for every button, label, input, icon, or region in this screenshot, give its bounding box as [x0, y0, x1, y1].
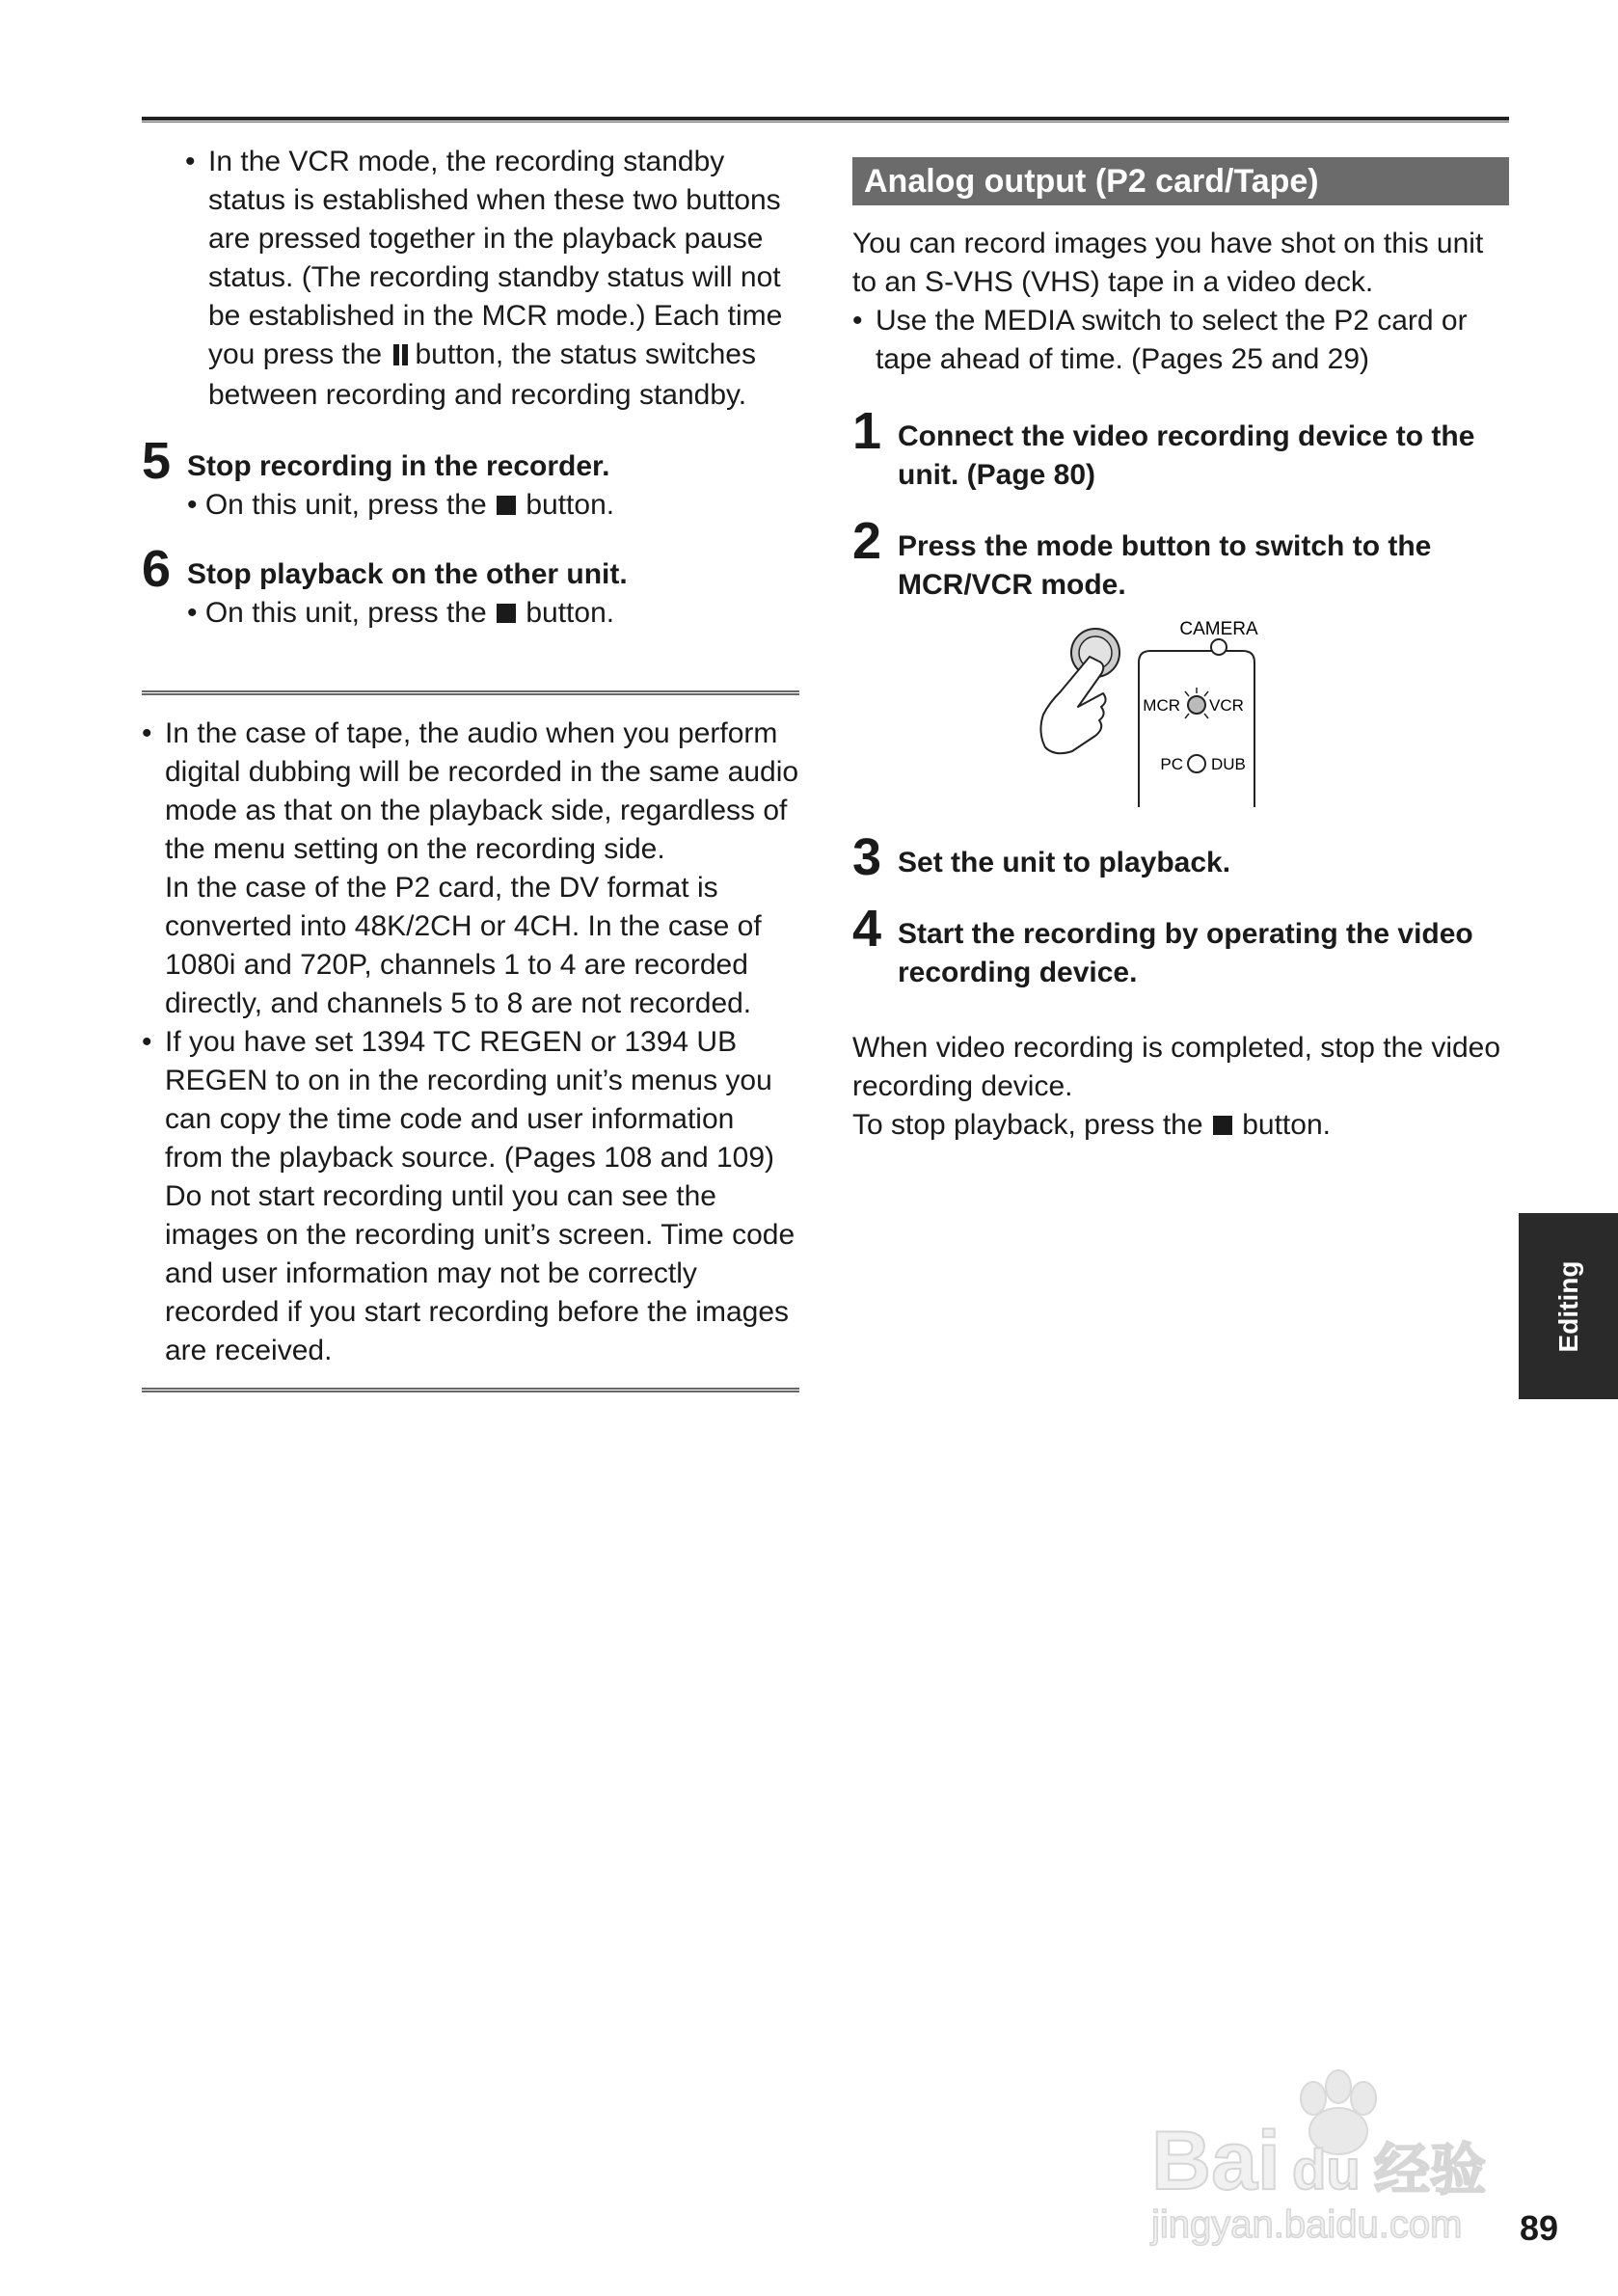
- right-column: [852, 157, 1509, 1145]
- closing-paragraph: When video recording is completed, stop the video recording device. To stop playback, press the button.: [852, 1032, 1501, 1141]
- pressing-hand-icon: [1040, 629, 1119, 753]
- note-item: • If you have set 1394 TC REGEN or 1394 UB REGEN to on in the recording unit’s menus you can copy the time code and user information from the playback source. (Pages 108 and 109) Do not start recording until you can see the images on the recording unit’s screen. Time code and user information may not be correctly recorded if you start recording before the images are received.: [142, 1026, 796, 1366]
- mcr-vcr-indicator: [1188, 696, 1205, 714]
- baidu-watermark: [1147, 2044, 1524, 2247]
- side-tab-editing: Editing: [1519, 1213, 1618, 1399]
- watermark-logo: [1147, 2044, 1524, 2247]
- svg-text:经验: 经验: [1374, 2137, 1487, 2202]
- pause-icon: [393, 338, 411, 376]
- intro-bullet: • In the VCR mode, the recording standby status is established when these two buttons are pressed together in the playback pause status. (The recording standby status will not be established in the MCR mode.) Each time you press the button, the status switches between recording and recording standby.: [185, 146, 783, 411]
- note-item: • In the case of tape, the audio when you perform digital dubbing will be recorded in the same audio mode as that on the playback side, regardless of the menu setting on the recording side. In the case of the P2 card, the DV format is converted into 48K/2CH or 4CH. In the case of 1080i and 720P, channels 1 to 4 are recorded directly, and channels 5 to 8 are not recorded.: [142, 717, 799, 1019]
- step-number: 6: [142, 540, 172, 598]
- step-3: [852, 828, 1509, 886]
- step-4: [852, 900, 1509, 992]
- step-number: 1: [852, 402, 882, 460]
- mcr-label: MCR: [1143, 696, 1180, 715]
- mode-switch-diagram: [1026, 614, 1335, 807]
- stop-icon: [497, 604, 516, 623]
- step-title: Stop recording in the recorder.: [187, 450, 610, 482]
- intro-bullet: • Use the MEDIA switch to select the P2 card or tape ahead of time. (Pages 25 and 29): [852, 305, 1468, 375]
- page-number: 89: [1520, 2208, 1559, 2248]
- svg-text:du: du: [1292, 2139, 1361, 2201]
- step-number: 3: [852, 828, 882, 886]
- dub-label: DUB: [1211, 755, 1246, 773]
- mode-button-illustration: [1026, 614, 1335, 807]
- top-rule: [142, 117, 1509, 122]
- step-title: Press the mode button to switch to the MCR/VCR mode.: [898, 530, 1432, 601]
- step-5: 5 Stop recording in the recorder. • On this unit, press the button.: [142, 447, 799, 525]
- step-title: Start the recording by operating the video recording device.: [898, 918, 1473, 988]
- svg-text:Bai: Bai: [1151, 2115, 1281, 2207]
- step-1: [852, 402, 1509, 495]
- camera-indicator: [1211, 639, 1227, 655]
- step-title: Stop playback on the other unit.: [187, 558, 628, 590]
- camera-label: CAMERA: [1179, 619, 1258, 639]
- step-title: Connect the video recording device to the unit. (Page 80): [898, 420, 1475, 491]
- left-column: [142, 143, 799, 633]
- step-6: 6 Stop playback on the other unit. • On this unit, press the button.: [142, 555, 799, 633]
- step-2: [852, 512, 1509, 605]
- step-number: 4: [852, 900, 882, 958]
- pc-dub-indicator: [1188, 755, 1205, 772]
- notes-box: [142, 690, 799, 1392]
- stop-icon: [497, 496, 516, 515]
- svg-text:jingyan.baidu.com: jingyan.baidu.com: [1151, 2203, 1463, 2246]
- vcr-label: VCR: [1209, 696, 1244, 715]
- stop-icon: [1213, 1116, 1232, 1135]
- intro-paragraph: You can record images you have shot on this unit to an S-VHS (VHS) tape in a video deck.: [852, 228, 1484, 298]
- step-number: 5: [142, 432, 172, 490]
- step-number: 2: [852, 512, 882, 570]
- pc-label: PC: [1160, 755, 1183, 773]
- section-heading: Analog output (P2 card/Tape): [852, 157, 1509, 205]
- step-title: Set the unit to playback.: [898, 847, 1231, 878]
